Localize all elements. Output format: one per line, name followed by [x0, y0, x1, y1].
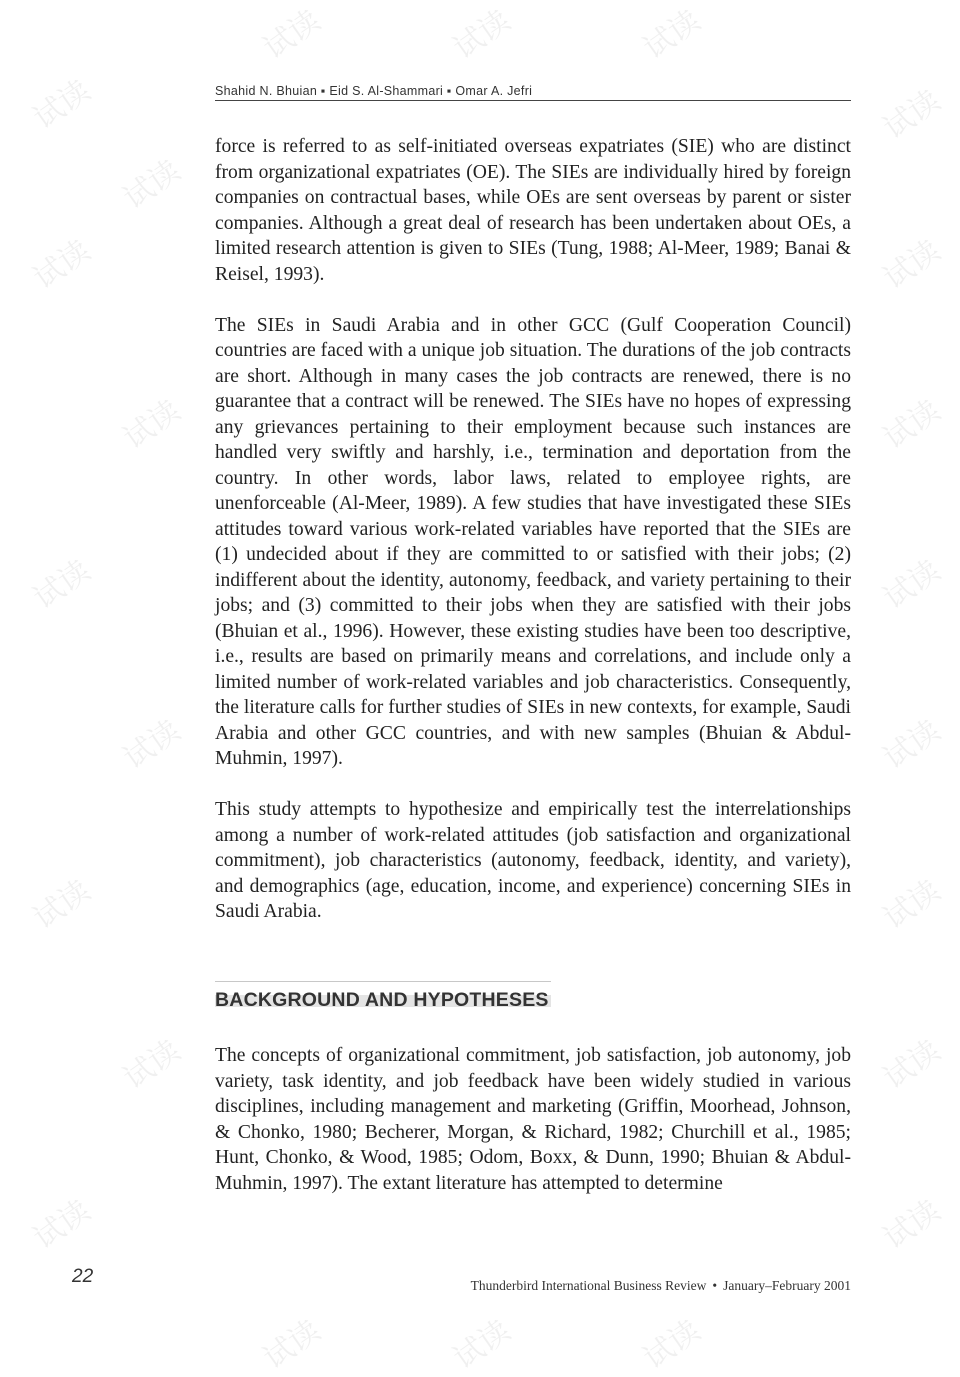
paragraph-background: The concepts of organizational commitment, job satisfaction, job autonomy, job variety, task identity, and job feedback have been widely studied in various disciplines, including management and marketing (Griffin, Moorhead, Johnson, & Chonko, 1980; Becherer, Morgan, & Richard, 1982; Churchill et al., 1985; Hunt, Chonko, & Wood, 1985; Odom, Boxx, & Dunn, 1990; Bhuian & Abdul-Muhmin, 1997). The extant literature has attempted to determine — [215, 1045, 851, 1194]
paragraph-study-purpose: This study attempts to hypothesize and empirically test the interrelationships among a number of work-related attitudes (job satisfaction and organizational commitment), job characteristics (autonomy, feedback, identity, and variety), and demographics (age, education, income, and experience) concerning SIEs in Saudi Arabia. — [215, 799, 851, 922]
watermark: 试读 — [27, 233, 97, 297]
running-head: Shahid N. Bhuian ▪ Eid S. Al-Shammari ▪ Omar A. Jefri — [215, 84, 851, 101]
watermark: 试读 — [27, 873, 97, 937]
watermark: 试读 — [877, 1033, 947, 1097]
watermark: 试读 — [637, 1313, 707, 1377]
watermark: 试读 — [637, 3, 707, 67]
footer-separator: • — [712, 1278, 718, 1293]
page-number: 22 — [72, 1266, 94, 1287]
watermark: 试读 — [257, 1313, 327, 1377]
watermark: 试读 — [877, 83, 947, 147]
paragraph-intro-sie: force is referred to as self-initiated overseas expatriates (SIE) who are distinct from organizational expatriates (OE). The SIEs are individually hired by foreign companies on contractual bases, while OEs are sent overseas by parent or sister companies. Although a great deal of research has been undertaken about OEs, a limited research attention is given to SIEs (Tung, 1988; Al-Meer, 1989; Banai & Reisel, 1993). — [215, 136, 851, 285]
watermark: 试读 — [117, 1033, 187, 1097]
watermark: 试读 — [257, 3, 327, 67]
watermark: 试读 — [877, 1193, 947, 1257]
watermark: 试读 — [117, 153, 187, 217]
watermark: 试读 — [447, 3, 517, 67]
watermark: 试读 — [117, 713, 187, 777]
journal-name: Thunderbird International Business Review — [470, 1278, 707, 1293]
watermark: 试读 — [27, 1193, 97, 1257]
journal-issue: January–February 2001 — [723, 1278, 851, 1293]
watermark: 试读 — [877, 713, 947, 777]
journal-footer — [471, 1278, 851, 1294]
watermark: 试读 — [27, 553, 97, 617]
paragraph-gcc-situation: The SIEs in Saudi Arabia and in other GCC (Gulf Cooperation Council) countries are faced with a unique job situation. The durations of the job contracts are short. Although in many cases the job contracts are renewed, there is no guarantee that a contract will be renewed. The SIEs have no hopes of expressing any grievances pertaining to their employment because such instances are handled very swiftly and harshly, i.e., termination and deportation from the country. In other words, labor laws, related to employee rights, are unenforceable (Al-Meer, 1989). A few studies that have investigated these SIEs attitudes toward various work-related variables have reported that the SIEs are (1) undecided about if they are committed to or satisfied with their jobs; (2) indifferent about the identity, autonomy, feedback, and variety pertaining to their jobs; and (3) committed to their jobs when they are satisfied with their jobs (Bhuian et al., 1996). However, these existing studies have been too descriptive, i.e., results are based on primarily means and correlations, and include only a limited number of work-related variables and job characteristics. Consequently, the literature calls for further studies of SIEs in new contexts, for example, Saudi Arabia and other GCC countries, and with new samples (Bhuian & Abdul-Muhmin, 1997). — [215, 314, 851, 769]
watermark: 试读 — [877, 393, 947, 457]
watermark: 试读 — [117, 393, 187, 457]
watermark: 试读 — [27, 73, 97, 137]
watermark: 试读 — [877, 233, 947, 297]
watermark: 试读 — [877, 873, 947, 937]
watermark: 试读 — [877, 553, 947, 617]
watermark: 试读 — [447, 1313, 517, 1377]
article-body — [215, 134, 851, 1222]
section-heading-background: BACKGROUND AND HYPOTHESES — [215, 989, 549, 1011]
